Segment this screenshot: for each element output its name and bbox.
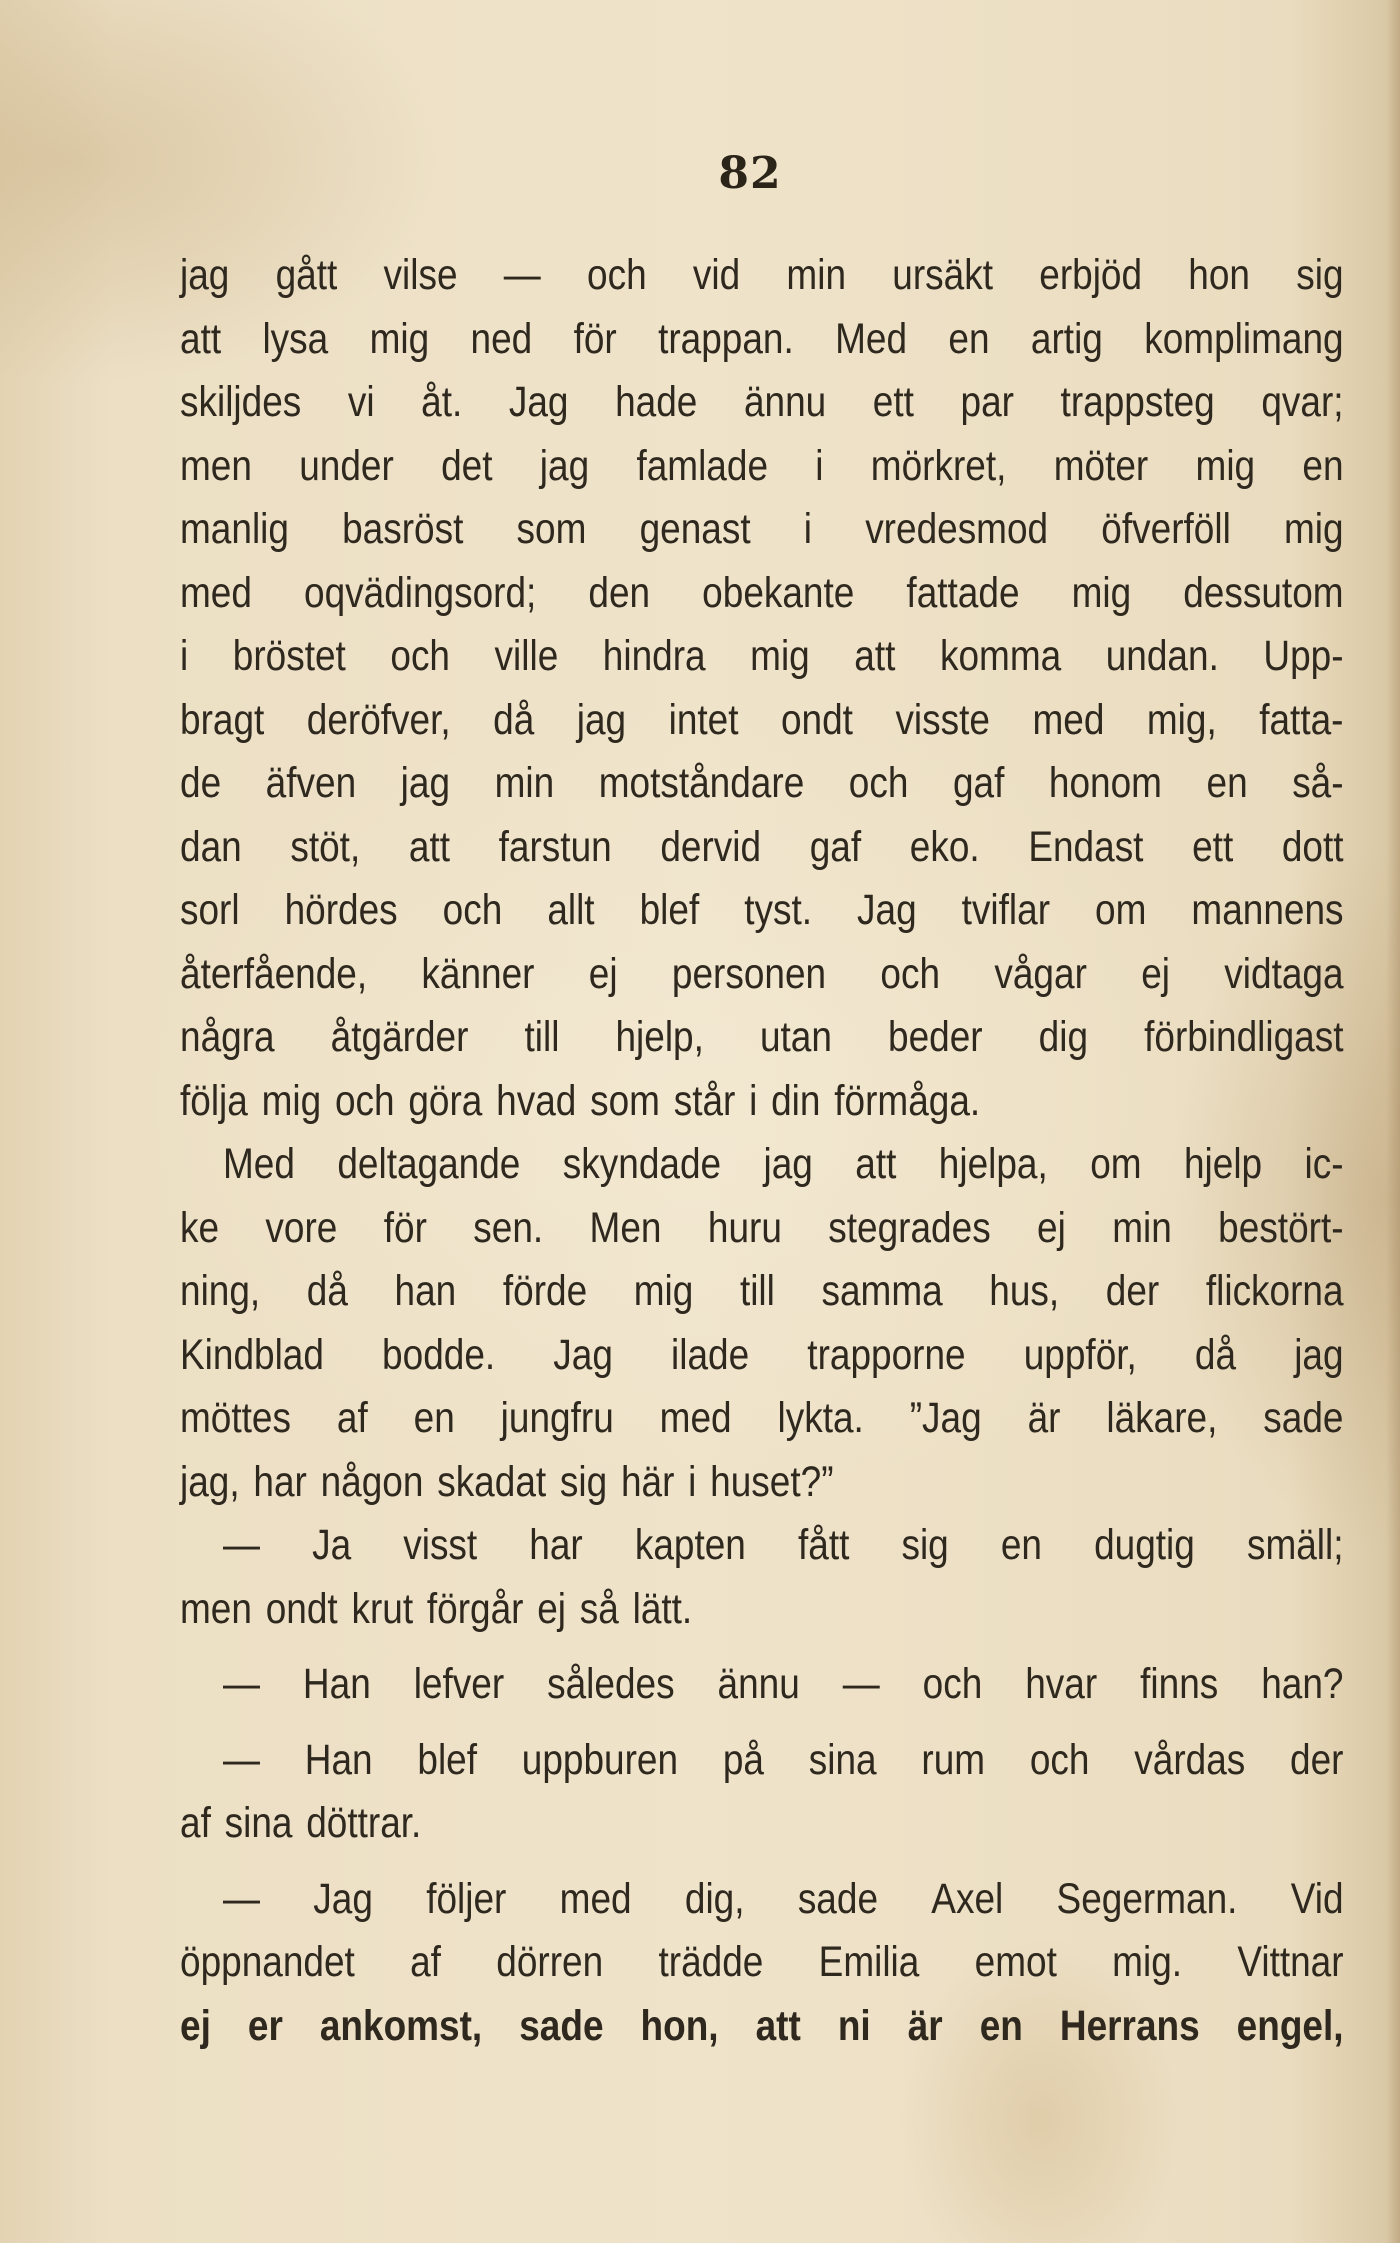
word: genast (639, 505, 751, 553)
word: Vid (1290, 1874, 1344, 1923)
word: mig (369, 314, 430, 363)
word: hjelpa, (938, 1140, 1048, 1188)
word: jag (763, 1140, 813, 1188)
word: allt (547, 886, 595, 934)
word: artig (1030, 314, 1103, 363)
word: mig. (1112, 1938, 1183, 1986)
word: famlade (636, 441, 769, 490)
word: åtgärder (330, 1013, 469, 1061)
word: hjelp, (615, 1013, 704, 1061)
word: skiljdes (180, 378, 302, 426)
word: vi (347, 378, 375, 426)
word: men (180, 1584, 252, 1633)
word: beder (888, 1013, 983, 1061)
word: en (413, 1394, 455, 1442)
word: Med (835, 314, 908, 363)
word: dessutom (1183, 568, 1344, 617)
word: Han (302, 1660, 371, 1708)
word: det (441, 441, 493, 490)
word: lätt. (632, 1584, 693, 1633)
word: för (383, 1203, 427, 1252)
word: farstun (498, 822, 612, 871)
word: följer (426, 1874, 507, 1923)
word: af (410, 1938, 441, 1986)
word: med (559, 1874, 632, 1923)
word: ej (1141, 949, 1170, 998)
word: mörkret, (870, 441, 1007, 490)
word: han? (1261, 1660, 1344, 1708)
text-line (180, 1868, 1344, 1932)
word: huset?” (710, 1457, 834, 1506)
text-line (180, 244, 1344, 308)
word: en (1206, 759, 1248, 807)
word: ning, (180, 1267, 261, 1315)
word: jag (400, 759, 451, 807)
word: ke (180, 1203, 220, 1252)
word: stöt, (290, 822, 361, 871)
word: i (180, 632, 189, 680)
word: han (394, 1267, 457, 1315)
word: mig, (1146, 695, 1217, 744)
word: mig (1071, 568, 1132, 617)
word: — (223, 1735, 260, 1784)
word: och (1029, 1735, 1090, 1784)
text-line (180, 1514, 1344, 1578)
page-edge-shadow (1386, 0, 1400, 2243)
word: således (547, 1660, 675, 1708)
word: Kindblad (180, 1330, 324, 1379)
word: sig (901, 1521, 949, 1569)
word: jag (539, 441, 590, 490)
word: jungfru (500, 1394, 614, 1442)
text-line (180, 1260, 1344, 1324)
word: ej (537, 1584, 567, 1633)
word: som (590, 1076, 660, 1125)
word: känner (421, 949, 535, 998)
word: ville (494, 632, 559, 680)
text-line (180, 625, 1344, 689)
word: på (722, 1735, 764, 1784)
word: deltagande (337, 1140, 521, 1188)
word: står (673, 1076, 736, 1125)
word: Herrans (1059, 2001, 1200, 2050)
word: döttrar. (306, 1799, 422, 1847)
word: hon (1188, 251, 1251, 299)
word: några (180, 1013, 275, 1061)
word: Jag (508, 378, 569, 426)
word: om (1090, 1140, 1142, 1188)
word: mig (633, 1267, 694, 1315)
word: ondt (265, 1584, 338, 1633)
word: Vittnar (1237, 1938, 1344, 1986)
word: Jag (553, 1330, 613, 1379)
word: öfverföll (1101, 505, 1231, 553)
word: en (948, 314, 990, 363)
word: par (960, 378, 1014, 426)
word: följa (180, 1076, 248, 1125)
word: krut (351, 1584, 414, 1633)
word: så (579, 1584, 619, 1633)
word: mig (1195, 441, 1256, 490)
word: någon (320, 1457, 424, 1506)
word: utan (759, 1013, 832, 1061)
word: ej (588, 949, 618, 998)
word: uppför, (1023, 1330, 1137, 1379)
word: sina (224, 1799, 293, 1847)
text-line (180, 1006, 1344, 1070)
word: Ja (312, 1521, 352, 1569)
text-line (180, 752, 1344, 816)
word: hade (615, 378, 698, 426)
text-line (180, 435, 1344, 499)
text-line (180, 498, 1344, 562)
word: bröstet (232, 632, 346, 680)
word: i (803, 505, 813, 553)
word: lefver (413, 1660, 505, 1708)
word: hvad (496, 1076, 577, 1125)
word: gaf (809, 822, 862, 871)
word: till (524, 1013, 560, 1061)
word: och (390, 632, 451, 680)
word: trapporne (807, 1330, 966, 1379)
word: Jag (857, 886, 917, 934)
word: ett (1192, 822, 1234, 871)
word: då (1194, 1330, 1237, 1379)
word: uppburen (521, 1735, 679, 1784)
text-line (180, 1451, 1344, 1515)
word: ej (1037, 1203, 1066, 1252)
word: mig (1283, 505, 1344, 553)
word: vårdas (1134, 1735, 1246, 1784)
word: gått (275, 251, 338, 299)
word: honom (1048, 759, 1162, 807)
word: återfående, (180, 949, 368, 998)
word: här (620, 1457, 675, 1506)
word: vilse (383, 251, 458, 299)
word: sina (808, 1735, 877, 1784)
word: — (223, 1874, 260, 1923)
word: äfven (265, 759, 357, 807)
word: den (588, 568, 651, 617)
word: hördes (284, 886, 398, 934)
word: ned (470, 314, 533, 363)
word: ankomst, (319, 2001, 483, 2050)
word: tviflar (961, 886, 1051, 934)
word: och (442, 886, 503, 934)
word: mig (261, 1076, 322, 1125)
word: flickorna (1205, 1267, 1344, 1315)
text-line (180, 1792, 1344, 1856)
word: sade (519, 2001, 604, 2050)
body-text (180, 244, 1344, 2058)
word: jag, (180, 1457, 240, 1506)
word: att (855, 1140, 897, 1188)
word: med (180, 568, 252, 617)
text-line (180, 943, 1344, 1007)
word: ett (872, 378, 914, 426)
word: din (771, 1076, 821, 1125)
text-line (180, 308, 1344, 372)
word: och (334, 1076, 395, 1125)
text-line (180, 1729, 1344, 1793)
word: ilade (671, 1330, 750, 1379)
word: förbindligast (1144, 1013, 1344, 1061)
word: vidtaga (1224, 949, 1344, 998)
word: i (749, 1076, 758, 1125)
word: Jag (313, 1874, 373, 1923)
word: öppnandet (180, 1938, 355, 1986)
word: åt. (421, 378, 463, 426)
word: smäll; (1246, 1521, 1344, 1569)
word: manlig (180, 505, 289, 553)
word: trappsteg (1060, 378, 1215, 426)
word: om (1095, 886, 1147, 934)
text-line (180, 1578, 1344, 1642)
word: — (223, 1660, 260, 1708)
word: vore (265, 1203, 338, 1252)
word: att (755, 2001, 801, 2050)
text-line (180, 1070, 1344, 1134)
text-line (180, 1387, 1344, 1451)
text-line (180, 689, 1344, 753)
word: som (516, 505, 587, 553)
word: ej (180, 2001, 211, 2050)
word: att (854, 632, 896, 680)
word: qvar; (1261, 378, 1344, 426)
word: hon, (640, 2001, 719, 2050)
word: kapten (634, 1521, 746, 1569)
word: sig (559, 1457, 608, 1506)
word: rum (921, 1735, 986, 1784)
word: bragt (180, 695, 265, 744)
word: trädde (658, 1938, 764, 1986)
word: — (503, 251, 541, 299)
word: Upp- (1263, 632, 1344, 680)
word: mig (750, 632, 810, 680)
word: intet (668, 695, 739, 744)
word: och (922, 1660, 983, 1708)
word: tyst. (744, 886, 813, 934)
word: sade (797, 1874, 879, 1923)
word: ondt (780, 695, 853, 744)
word: för (573, 314, 617, 363)
word: är (907, 2001, 943, 2050)
word: vid (692, 251, 741, 299)
word: dugtig (1094, 1521, 1195, 1569)
word: har (253, 1457, 307, 1506)
word: sorl (180, 886, 240, 934)
word: fatta- (1259, 695, 1344, 744)
word: med (659, 1394, 732, 1442)
word: förgår (426, 1584, 524, 1633)
word: Axel (931, 1874, 1004, 1923)
word: komma (939, 632, 1062, 680)
word: personen (671, 949, 827, 998)
word: visste (895, 695, 990, 744)
word: vågar (994, 949, 1087, 998)
word: visst (403, 1521, 478, 1569)
word: fått (797, 1521, 850, 1569)
word: — (223, 1521, 260, 1569)
text-line (180, 1133, 1344, 1197)
word: fattade (906, 568, 1020, 617)
word: att (180, 314, 222, 363)
word: Emilia (818, 1938, 920, 1986)
word: ”Jag (909, 1394, 982, 1442)
word: obekante (702, 568, 855, 617)
word: hvar (1025, 1660, 1098, 1708)
word: göra (408, 1076, 483, 1125)
word: i (815, 441, 824, 490)
word: jag (1294, 1330, 1344, 1379)
word: undan. (1105, 632, 1219, 680)
word: förmåga. (834, 1076, 981, 1125)
word: erbjöd (1039, 251, 1143, 299)
word: men (180, 441, 252, 490)
word: dan (180, 822, 242, 871)
word: af (336, 1394, 368, 1442)
word: och (880, 949, 941, 998)
word: sade (1263, 1394, 1344, 1442)
word: stegrades (828, 1203, 991, 1252)
text-line (180, 816, 1344, 880)
word: er (247, 2001, 283, 2050)
word: en (1000, 1521, 1042, 1569)
word: min (494, 759, 555, 807)
text-line (180, 879, 1344, 943)
word: så- (1292, 759, 1344, 807)
word: trappan. (658, 314, 794, 363)
word: Han (304, 1735, 373, 1784)
word: under (299, 441, 394, 490)
word: hindra (602, 632, 706, 680)
word: blef (639, 886, 700, 934)
word: ic- (1304, 1140, 1344, 1188)
word: Endast (1028, 822, 1144, 871)
word: lysa (262, 314, 329, 363)
word: lykta. (777, 1394, 864, 1442)
word: min (786, 251, 847, 299)
word: hus, (989, 1267, 1060, 1315)
word: motståndare (598, 759, 805, 807)
word: de (180, 759, 222, 807)
word: att (408, 822, 450, 871)
word: komplimang (1144, 314, 1344, 363)
word: — (842, 1660, 880, 1708)
word: är (1027, 1394, 1061, 1442)
word: der (1105, 1267, 1160, 1315)
word: möter (1053, 441, 1149, 490)
word: vredesmod (865, 505, 1049, 553)
word: sig (1296, 251, 1344, 299)
text-line (180, 1931, 1344, 1995)
word: en (979, 2001, 1023, 2050)
word: dig (1038, 1013, 1089, 1061)
word: en (1302, 441, 1344, 490)
word: eko. (909, 822, 980, 871)
word: och (587, 251, 647, 299)
word: finns (1140, 1660, 1219, 1708)
word: ursäkt (892, 251, 993, 299)
word: till (739, 1267, 775, 1315)
word: gaf (952, 759, 1005, 807)
word: ännu (743, 378, 827, 426)
word: sen. (473, 1203, 544, 1252)
word: Segerman. (1056, 1874, 1238, 1923)
word: jag (576, 695, 627, 744)
word: samma (821, 1267, 943, 1315)
word: dörren (496, 1938, 604, 1986)
text-line (180, 1995, 1344, 2059)
word: möttes (180, 1394, 291, 1442)
page-number: 82 (718, 148, 782, 199)
word: bestört- (1218, 1203, 1344, 1252)
word: der (1290, 1735, 1344, 1784)
text-line (180, 1653, 1344, 1717)
word: då (493, 695, 535, 744)
word: mannens (1191, 886, 1344, 934)
text-line (180, 1197, 1344, 1261)
text-line (180, 371, 1344, 435)
word: ni (837, 2001, 871, 2050)
word: förde (502, 1267, 588, 1315)
word: och (848, 759, 909, 807)
word: Med (223, 1140, 295, 1188)
word: jag (180, 251, 230, 299)
word: har (529, 1521, 583, 1569)
word: dig, (684, 1874, 745, 1923)
text-line (180, 1324, 1344, 1388)
word: ännu (717, 1660, 800, 1708)
word: blef (417, 1735, 478, 1784)
word: huru (707, 1203, 782, 1252)
word: emot (974, 1938, 1057, 1986)
word: engel, (1236, 2001, 1344, 2050)
word: i (688, 1457, 697, 1506)
text-line (180, 562, 1344, 626)
word: oqvädingsord; (304, 568, 537, 617)
word: min (1112, 1203, 1172, 1252)
word: dott (1281, 822, 1344, 871)
word: af (180, 1799, 211, 1847)
word: skyndade (562, 1140, 722, 1188)
word: bodde. (382, 1330, 496, 1379)
word: då (306, 1267, 348, 1315)
word: hjelp (1183, 1140, 1263, 1188)
word: dervid (660, 822, 762, 871)
word: basröst (342, 505, 464, 553)
word: med (1032, 695, 1105, 744)
word: skadat (437, 1457, 547, 1506)
word: läkare, (1106, 1394, 1218, 1442)
word: deröfver, (306, 695, 451, 744)
word: Men (589, 1203, 662, 1252)
